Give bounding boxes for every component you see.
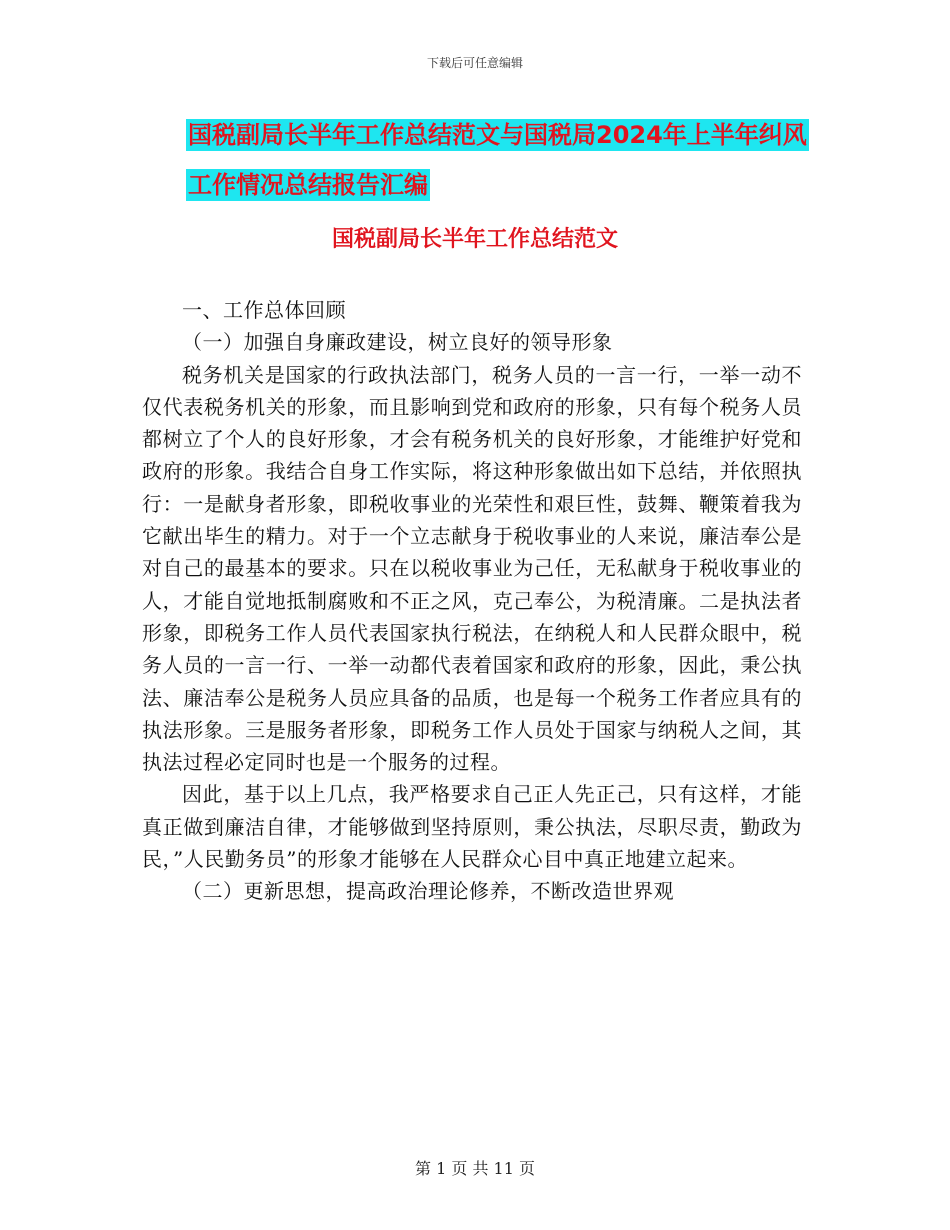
header-note: 下载后可任意编辑 xyxy=(426,56,523,70)
document-body xyxy=(142,294,802,908)
section-title: 国税副局长半年工作总结范文 xyxy=(331,227,618,252)
document-title-text: 国税副局长半年工作总结范文与国税局2024年上半年纠风工作情况总结报告汇编 xyxy=(188,121,807,199)
subheading-ideology: （二）更新思想，提高政治理论修养，不断改造世界观 xyxy=(182,879,674,904)
document-title xyxy=(186,110,816,210)
body-paragraph: 因此，基于以上几点，我严格要求自己正人先正己，只有这样，才能真正做到廉洁自律，才能够做到坚持原则，秉公执法，尽职尽责，勤政为民，”人民勤务员”的形象才能够在人民群众心目中真正地建立起来。 xyxy=(142,782,802,872)
page-footer: 第 1 页 共 11 页 xyxy=(415,1159,535,1178)
subheading-integrity: （一）加强自身廉政建设，树立良好的领导形象 xyxy=(182,330,613,355)
heading-work-review: 一、工作总体回顾 xyxy=(182,298,346,322)
body-paragraph: 税务机关是国家的行政执法部门，税务人员的一言一行，一举一动不仅代表税务机关的形象，而且影响到党和政府的形象，只有每个税务人员都树立了个人的良好形象，才会有税务机关的良好形象，才能维护好党和政府的形象。我结合自身工作实际，将这种形象做出如下总结，并依照执行：一是献身者形象，即税收事业的光荣性和艰巨性，鼓舞、鞭策着我为它献出毕生的精力。对于一个立志献身于税收事业的人来说，廉洁奉公是对自己的最基本的要求。只在以税收事业为己任，无私献身于税收事业的人，才能自觉地抵制腐败和不正之风，克己奉公，为税清廉。二是执法者形象，即税务工作人员代表国家执行税法，在纳税人和人民群众眼中，税务人员的一言一行、一举一动都代表着国家和政府的形象，因此，秉公执法、廉洁奉公是税务人员应具备的品质，也是每一个税务工作者应具有的执法形象。三是服务者形象，即税务工作人员处于国家与纳税人之间，其执法过程必定同时也是一个服务的过程。 xyxy=(142,362,802,775)
